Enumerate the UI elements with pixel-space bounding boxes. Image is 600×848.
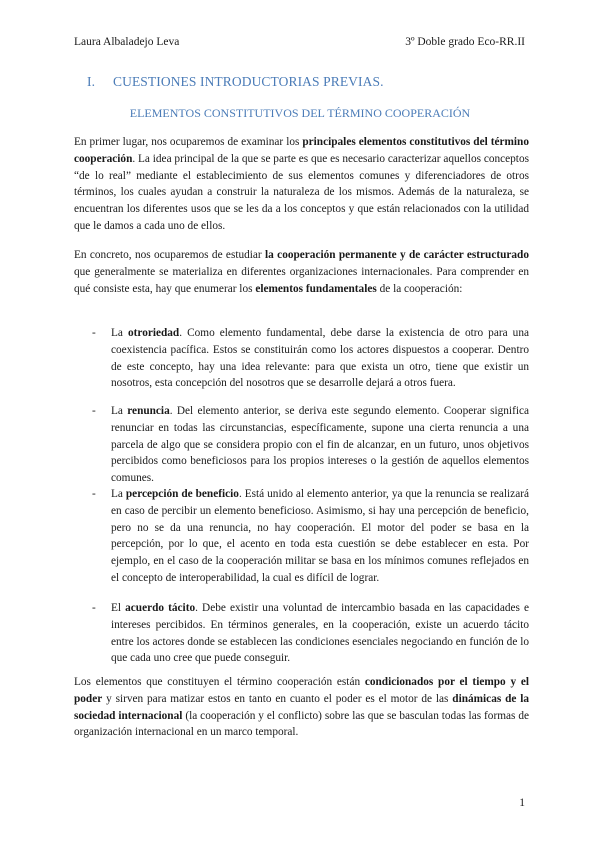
p3-text-c: y sirven para matizar estos en tanto en cuanto el poder es el motor de las [102,692,453,705]
page-number: 1 [519,797,525,809]
bullet-bold: acuerdo tácito [125,602,196,614]
p3-bold-b: condicionados por el tiempo y el poder [74,676,529,705]
bullet-item-acuerdo [111,600,529,667]
bullet-pre: La [111,405,128,417]
bullet-dash: - [92,488,96,500]
bullet-item-otroriedad [111,325,529,392]
section-number: I. [87,74,96,89]
header-author: Laura Albaladejo Leva [74,36,180,48]
p2-bold-b: la cooperación permanente y de carácter estructurado [265,249,529,261]
p1-text-c: . La idea principal de la que se parte es que es necesario caracterizar aquellos conceptos “de lo real” mediante el establecimiento de sus elementos comunes y diferenciadores de otros términos, los cuales ayudan a construir la naturaleza de los mismos. Además de la naturaleza, se encuentran los diferentes usos que se les da a los conceptos y que están relacionados con la utilidad que le damos a cada uno de ellos. [74,152,529,232]
bullet-item-percepcion [111,486,529,587]
paragraph-conclusion [74,674,529,741]
paragraph-intro [74,134,529,235]
section-heading [87,74,384,90]
subsection-heading: ELEMENTOS CONSTITUTIVOS DEL TÉRMINO COOPERACIÓN [129,106,471,120]
bullet-bold: otroriedad [127,327,180,339]
bullet-post: . Como elemento fundamental, debe darse la existencia de otro para una coexistencia pacífica. Estos se constituirán como los actores dispuestos a cooperar. Dentro de este concepto, hay una idea relevante: para que exista un otro, tiene que existir un nosotros, esta concepción del nosotros que se desarrolle dejará a otros fuera. [111,327,529,390]
p1-bold: principales elementos constitutivos del término cooperación [74,136,529,165]
bullet-pre: La [111,327,128,339]
bullet-dash: - [92,327,96,339]
section-title: CUESTIONES INTRODUCTORIAS PREVIAS. [113,74,384,89]
p2-bold-d: elementos fundamentales [255,282,377,295]
bullet-post: . Está unido al elemento anterior, ya que la renuncia se realizará en caso de percibir un elemento beneficioso. Asimismo, si hay una percepción de beneficio, pero no se da una renuncia, no hay cooperación. El motor del poder se basa en la percepción, por lo que, el acento en toda esta cuestión se debe establecer en esta. Por ejemplo, en el caso de la cooperación militar se basa en los mínimos comunes reflejados en el concepto de interoperabilidad, la cual es difícil de lograr. [111,488,529,584]
bullet-post: . Debe existir una voluntad de intercambio basada en las capacidades e intereses percibidos. En términos generales, en la cooperación, existe un acuerdo tácito entre los actores donde se establecen las condiciones esenciales negociando en función de lo que cada uno cree que puede conseguir. [111,602,530,665]
paragraph-concrete [74,247,529,297]
bullet-item-renuncia [111,403,529,487]
bullet-pre: La [111,488,126,500]
bullet-dash: - [92,602,96,614]
bullet-bold: renuncia [127,405,170,417]
p3-bold-d: dinámicas de la sociedad internacional [74,692,529,722]
bullet-bold: percepción de beneficio [125,488,239,500]
p2-text-c: que generalmente se materializa en diferentes organizaciones internacionales. Para comprender en qué consiste esta, hay que enumerar los [74,265,529,295]
p3-text-e: (la cooperación y el conflicto) sobre las que se basculan todas las formas de organización internacional en un marco temporal. [74,709,530,739]
header-course: 3º Doble grado Eco-RR.II [405,36,525,48]
p1-text-a: En primer lugar, nos ocuparemos de examinar los [74,136,303,148]
p2-text-a: En concreto, nos ocuparemos de estudiar [74,249,266,261]
p3-text-a: Los elementos que constituyen el término cooperación están [74,676,365,688]
bullet-dash: - [92,405,96,417]
p2-text-e: de la cooperación: [376,282,463,295]
bullet-pre: El [111,602,126,614]
bullet-post: . Del elemento anterior, se deriva este segundo elemento. Cooperar significa renunciar en todas las circunstancias, específicamente, supone una cierta renuncia a una parcela de algo que se considera propio con el fin de alcanzar, en un futuro, unos objetivos percibidos como beneficiosos para los propios intereses o la gestión de aquellos elementos comunes. [111,405,529,485]
